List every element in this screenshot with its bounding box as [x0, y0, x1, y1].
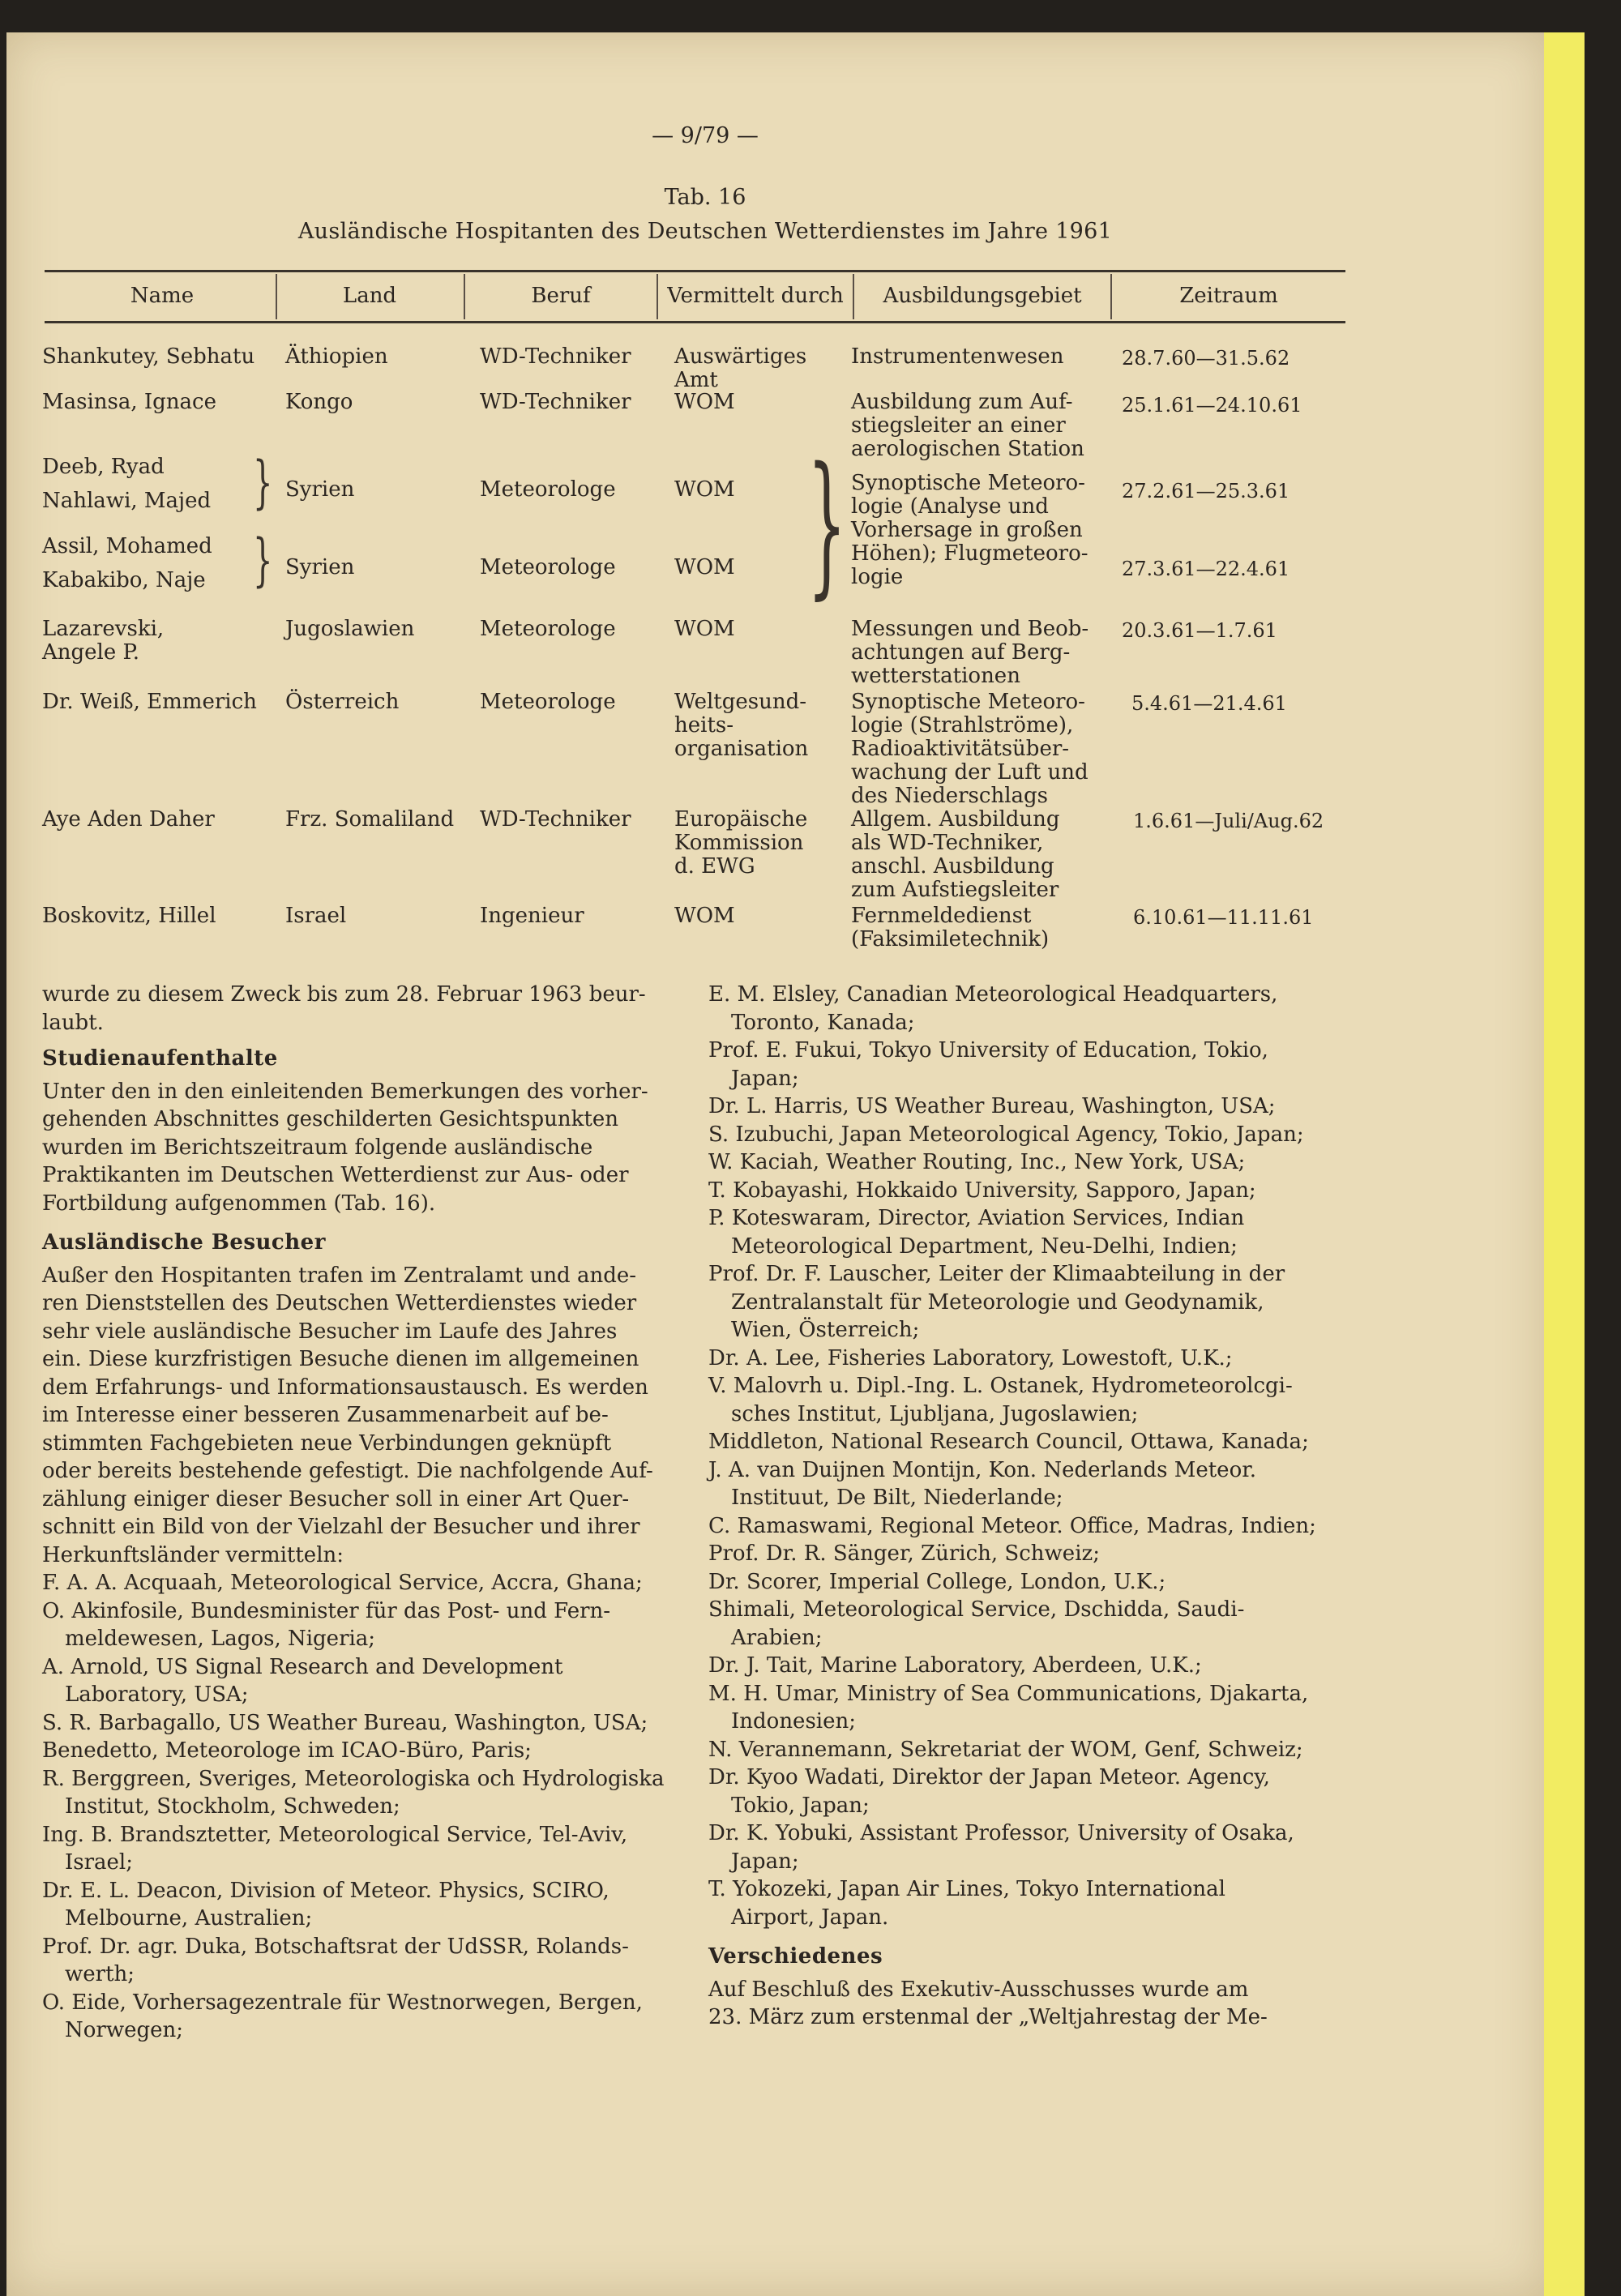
- table-cell-gebiet: Instrumentenwesen: [851, 344, 1064, 369]
- visitor-entry: Dr. J. Tait, Marine Laboratory, Aberdeen, U.K.;: [708, 1653, 1202, 1678]
- table-cell-zeitraum: 27.2.61—25.3.61: [1122, 480, 1290, 502]
- table-cell-gebiet: Allgem. Ausbildung als WD-Techniker, anschl. Ausbildung zum Aufstiegsleiter: [851, 807, 1060, 902]
- column-header-vermittelt: Vermittelt durch: [667, 284, 844, 308]
- table-cell-name: Lazarevski, Angele P.: [42, 617, 165, 665]
- studien-paragraph: Unter den in den einleitenden Bemerkungen des vorher- gehenden Abschnittes geschilderten Gesichtspunkten wurden im Berichtszeitraum folgende ausländische Praktikanten im Deutschen Wetterdienst zur Aus- oder Fortbildung aufgenommen (Tab. 16).: [42, 1079, 648, 1216]
- column-header-name: Name: [130, 284, 195, 308]
- section-heading-besucher: Ausländische Besucher: [42, 1230, 326, 1255]
- visitor-entry: E. M. Elsley, Canadian Meteorological Headquarters, Toronto, Kanada;: [708, 982, 1278, 1035]
- visitor-list-left: [42, 1569, 674, 2045]
- table-cell-vermittelt: Weltgesund- heits- organisation: [674, 690, 809, 761]
- table-cell-land: Kongo: [285, 390, 353, 414]
- yellow-page-edge: [1544, 32, 1585, 2296]
- table-cell-land: Frz. Somaliland: [285, 807, 455, 832]
- visitor-entry: Dr. Scorer, Imperial College, London, U.K.;: [708, 1569, 1166, 1594]
- visitor-entry: Ing. B. Brandsztetter, Meteorological Service, Tel-Aviv, Israel;: [42, 1822, 628, 1875]
- column-header-beruf: Beruf: [531, 284, 591, 308]
- visitor-entry: Prof. E. Fukui, Tokyo University of Education, Tokio, Japan;: [708, 1038, 1268, 1091]
- table-cell-vermittelt: WOM: [674, 390, 735, 414]
- table-cell-vermittelt: WOM: [674, 617, 735, 641]
- visitor-entry: Shimali, Meteorological Service, Dschidda, Saudi- Arabien;: [708, 1597, 1245, 1650]
- visitor-entry: Prof. Dr. F. Lauscher, Leiter der Klimaabteilung in der Zentralanstalt für Meteorologie und Geodynamik, Wien, Österreich;: [708, 1262, 1285, 1342]
- visitor-entry: S. Izubuchi, Japan Meteorological Agency, Tokio, Japan;: [708, 1122, 1304, 1147]
- table-cell-land: Österreich: [285, 690, 400, 714]
- visitor-entry: O. Akinfosile, Bundesminister für das Post- und Fern- meldewesen, Lagos, Nigeria;: [42, 1598, 611, 1651]
- visitor-entry: V. Malovrh u. Dipl.-Ing. L. Ostanek, Hydrometeorolcgi- sches Institut, Ljubljana, Jugoslawien;: [708, 1374, 1293, 1426]
- table-title: Ausländische Hospitanten des Deutschen Wetterdienstes im Jahre 1961: [297, 219, 1113, 244]
- table-label: Tab. 16: [664, 185, 746, 210]
- table-cell-zeitraum: 5.4.61—21.4.61: [1131, 692, 1287, 715]
- group-brace: }: [253, 527, 273, 593]
- visitor-entry: Dr. E. L. Deacon, Division of Meteor. Physics, SCIRO, Melbourne, Australien;: [42, 1878, 609, 1930]
- table-cell-beruf: Meteorologe: [480, 617, 616, 641]
- table-cell-beruf: WD-Techniker: [480, 807, 631, 832]
- visitor-entry: T. Kobayashi, Hokkaido University, Sapporo, Japan;: [708, 1178, 1256, 1203]
- table-cell-gebiet: Messungen und Beob- achtungen auf Berg- wetterstationen: [851, 617, 1089, 688]
- besucher-paragraph: Außer den Hospitanten trafen im Zentralamt und ande- ren Dienststellen des Deutschen Wetterdienstes wieder sehr viele ausländische Besucher im Laufe des Jahres ein. Diese kurzfristigen Besuche dienen im allgemeinen dem Erfahrungs- und Informationsaustausch. Es werden im Interesse einer besseren Zusammenarbeit auf be- stimmten Fachgebieten neue Verbindungen geknüpft oder bereits bestehende gefestigt. Die nachfolgende Auf- zählung einiger dieser Besucher soll in einer Art Quer- schnitt ein Bild von der Vielzahl der Besucher und ihrer Herkunftsländer vermitteln:: [42, 1263, 653, 1567]
- table-cell-vermittelt: WOM: [674, 477, 735, 502]
- table-cell-zeitraum: 20.3.61—1.7.61: [1122, 619, 1277, 642]
- table-cell-name: Masinsa, Ignace: [42, 390, 217, 414]
- verschiedenes-paragraph: Auf Beschluß des Exekutiv-Ausschusses wurde am 23. März zum erstenmal der „Weltjahrestag der Me-: [708, 1977, 1268, 2029]
- table-cell-zeitraum: 25.1.61—24.10.61: [1122, 394, 1302, 417]
- left-text-column: [42, 981, 674, 2045]
- table-cell-land: Syrien: [285, 477, 355, 502]
- table-cell-zeitraum: 27.3.61—22.4.61: [1122, 558, 1290, 580]
- table-cell-vermittelt: WOM: [674, 555, 735, 579]
- visitor-entry: Prof. Dr. agr. Duka, Botschaftsrat der UdSSR, Rolands- werth;: [42, 1934, 629, 1986]
- visitor-entry: S. R. Barbagallo, US Weather Bureau, Washington, USA;: [42, 1710, 648, 1735]
- visitor-entry: F. A. A. Acquaah, Meteorological Service, Accra, Ghana;: [42, 1571, 643, 1595]
- table-cell-beruf: Meteorologe: [480, 555, 616, 579]
- table-cell-beruf: WD-Techniker: [480, 390, 631, 414]
- visitor-entry: W. Kaciah, Weather Routing, Inc., New York, USA;: [708, 1150, 1246, 1174]
- group-brace: }: [253, 449, 273, 515]
- table-top-rule: [45, 270, 1345, 272]
- table-cell-land: Israel: [285, 904, 347, 928]
- visitor-entry: Dr. L. Harris, US Weather Bureau, Washington, USA;: [708, 1094, 1276, 1118]
- column-header-land: Land: [342, 284, 397, 308]
- visitor-entry: Dr. A. Lee, Fisheries Laboratory, Lowestoft, U.K.;: [708, 1345, 1233, 1370]
- table-cell-beruf: Meteorologe: [480, 690, 616, 714]
- table-cell-name: Boskovitz, Hillel: [42, 904, 216, 928]
- visitor-entry: Benedetto, Meteorologe im ICAO-Büro, Paris;: [42, 1738, 532, 1763]
- visitor-entry: Dr. Kyoo Wadati, Direktor der Japan Meteor. Agency, Tokio, Japan;: [708, 1765, 1270, 1818]
- table-cell-beruf: Meteorologe: [480, 477, 616, 502]
- visitor-list-right: [708, 981, 1349, 1931]
- table-cell-zeitraum: 28.7.60—31.5.62: [1122, 347, 1290, 370]
- table-header-rule: [45, 321, 1345, 323]
- table-cell-zeitraum: 6.10.61—11.11.61: [1133, 906, 1314, 929]
- page-number: — 9/79 —: [652, 123, 759, 148]
- table-cell-gebiet: Ausbildung zum Auf- stiegsleiter an einer aerologischen Station: [851, 390, 1084, 461]
- visitor-entry: A. Arnold, US Signal Research and Development Laboratory, USA;: [42, 1654, 563, 1707]
- table-cell-land: Äthiopien: [285, 344, 388, 369]
- section-heading-studienaufenthalte: Studienaufenthalte: [42, 1046, 278, 1071]
- table-cell-beruf: Ingenieur: [480, 904, 584, 928]
- table-cell-name: Dr. Weiß, Emmerich: [42, 690, 257, 714]
- column-header-gebiet: Ausbildungsgebiet: [883, 284, 1082, 308]
- table-cell-land: Jugoslawien: [285, 617, 415, 641]
- column-header-zeitraum: Zeitraum: [1179, 284, 1278, 308]
- table-cell-zeitraum: 1.6.61—Juli/Aug.62: [1133, 810, 1324, 832]
- table-cell-name: Deeb, Ryad Nahlawi, Majed: [42, 455, 212, 513]
- visitor-entry: Dr. K. Yobuki, Assistant Professor, University of Osaka, Japan;: [708, 1821, 1294, 1874]
- table-cell-land: Syrien: [285, 555, 355, 579]
- table-cell-gebiet-shared: Synoptische Meteoro- logie (Analyse und Vorhersage in großen Höhen); Flugmeteoro- logie: [851, 471, 1089, 589]
- right-text-column: [708, 981, 1349, 2032]
- visitor-entry: R. Berggreen, Sveriges, Meteorologiska och Hydrologiska Institut, Stockholm, Schweden;: [42, 1766, 665, 1819]
- section-heading-verschiedenes: Verschiedenes: [708, 1944, 883, 1969]
- visitor-entry: J. A. van Duijnen Montijn, Kon. Nederlands Meteor. Instituut, De Bilt, Niederlande;: [708, 1457, 1257, 1510]
- intro-paragraph: wurde zu diesem Zweck bis zum 28. Februar 1963 beur- laubt.: [42, 982, 646, 1035]
- table-cell-vermittelt: Auswärtiges Amt: [674, 344, 807, 392]
- visitor-entry: P. Koteswaram, Director, Aviation Services, Indian Meteorological Department, Neu-Delhi, Indien;: [708, 1206, 1245, 1259]
- table-cell-vermittelt: WOM: [674, 904, 735, 928]
- table-cell-gebiet: Fernmeldedienst (Faksimiletechnik): [851, 904, 1050, 951]
- visitor-entry: C. Ramaswami, Regional Meteor. Office, Madras, Indien;: [708, 1513, 1316, 1538]
- visitor-entry: T. Yokozeki, Japan Air Lines, Tokyo International Airport, Japan.: [708, 1877, 1225, 1930]
- group-brace-large: }: [807, 434, 847, 614]
- visitor-entry: O. Eide, Vorhersagezentrale für Westnorwegen, Bergen, Norwegen;: [42, 1990, 643, 2042]
- visitor-entry: M. H. Umar, Ministry of Sea Communications, Djakarta, Indonesien;: [708, 1681, 1309, 1734]
- table-cell-name: Aye Aden Daher: [42, 807, 215, 832]
- table-cell-name: Assil, Mohamed Kabakibo, Naje: [42, 534, 212, 592]
- table-cell-beruf: WD-Techniker: [480, 344, 631, 369]
- table-cell-name: Shankutey, Sebhatu: [42, 344, 255, 369]
- table-cell-gebiet: Synoptische Meteoro- logie (Strahlströme), Radioaktivitätsüber- wachung der Luft und des Niederschlags: [851, 690, 1089, 808]
- table-cell-vermittelt: Europäische Kommission d. EWG: [674, 807, 808, 879]
- visitor-entry: Prof. Dr. R. Sänger, Zürich, Schweiz;: [708, 1541, 1100, 1566]
- visitor-entry: Middleton, National Research Council, Ottawa, Kanada;: [708, 1430, 1309, 1454]
- visitor-entry: N. Verannemann, Sekretariat der WOM, Genf, Schweiz;: [708, 1737, 1303, 1762]
